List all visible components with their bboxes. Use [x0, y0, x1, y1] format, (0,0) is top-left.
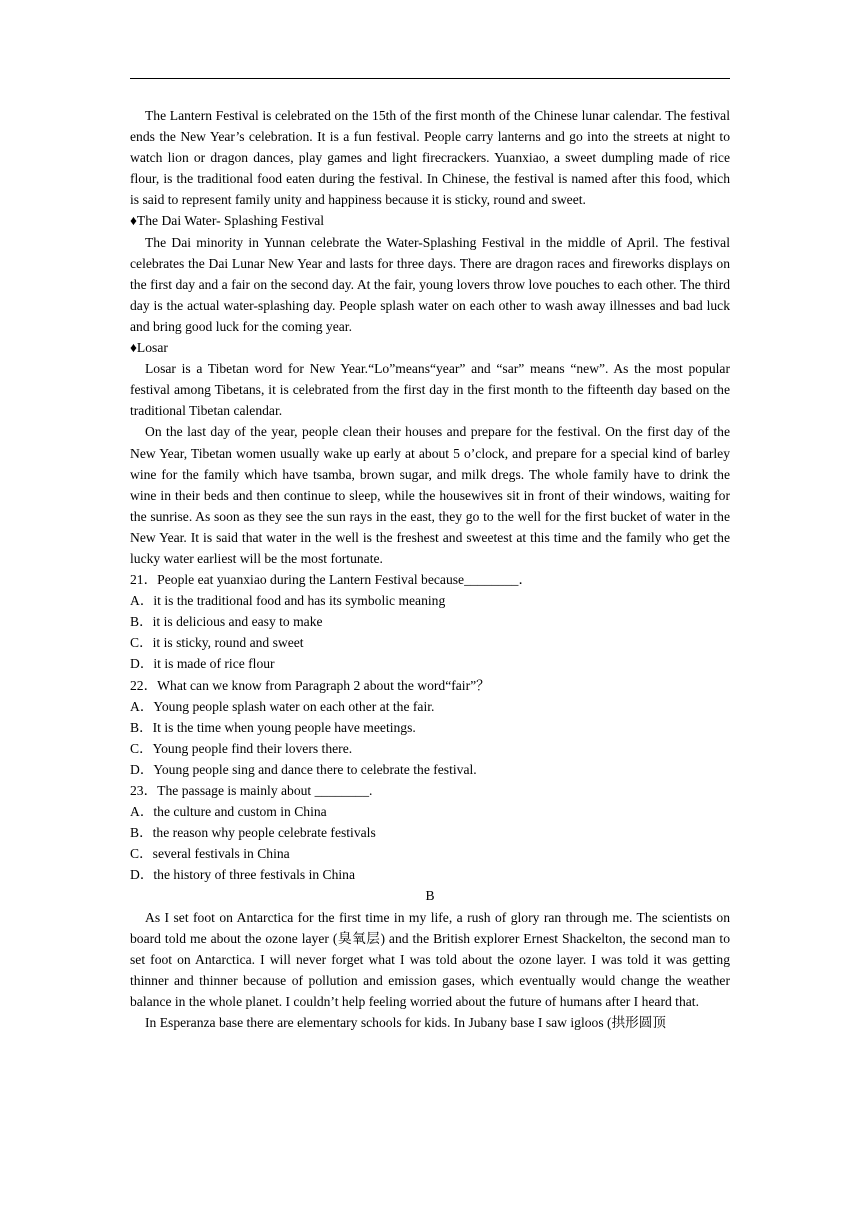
question-21-option-c: C．it is sticky, round and sweet	[130, 635, 304, 651]
question-22-option-a: A．Young people splash water on each other at the fair.	[130, 698, 435, 714]
question-23-option-d: D．the history of three festivals in China	[130, 867, 356, 883]
section-heading-dai: ♦The Dai Water- Splashing Festival	[130, 213, 325, 229]
passage-a-paragraph-2: The Dai minority in Yunnan celebrate the Water-Splashing Festival in the middle of April. The festival celebrates the Dai Lunar New Year and lasts for three days. There are dragon races and fireworks displays on the first day and a fair on the second day. At the fair, young lovers throw love pouches to each other. The third day is the actual water-splashing day. People splash water on each other to wash away illnesses and bad luck and bring good luck for the coming year.	[130, 234, 730, 334]
question-22-option-d: D．Young people sing and dance there to celebrate the festival.	[130, 761, 477, 777]
passage-b-title: B	[425, 888, 435, 904]
question-23-option-b: B．the reason why people celebrate festivals	[130, 825, 376, 841]
document-body	[130, 105, 730, 1033]
passage-b-paragraph-2: In Esperanza base there are elementary schools for kids. In Jubany base I saw igloos (拱形圆顶	[145, 1015, 666, 1031]
header-rule	[130, 78, 730, 79]
passage-b-paragraph-1: As I set foot on Antarctica for the first time in my life, a rush of glory ran through me. The scientists on board told me about the ozone layer (臭氧层) and the British explorer Ernest Shackelton, the second man to set foot on Antarctica. I will never forget what I was told about the ozone layer. I was told it was getting thinner and thinner because of pollution and emission gases, which eventually would change the weather balance in the whole planet. I couldn’t help feeling worried about the future of humans after I heard that.	[130, 909, 730, 1009]
question-23-option-c: C．several festivals in China	[130, 846, 290, 862]
question-21-option-a: A．it is the traditional food and has its symbolic meaning	[130, 593, 446, 609]
section-heading-losar: ♦Losar	[130, 340, 168, 356]
question-21-stem: 21．People eat yuanxiao during the Lantern Festival because________．	[130, 572, 533, 588]
question-21-option-b: B．it is delicious and easy to make	[130, 614, 323, 630]
question-22-option-b: B．It is the time when young people have meetings.	[130, 719, 416, 735]
passage-a-paragraph-3: Losar is a Tibetan word for New Year.“Lo”means“year” and “sar” means “new”. As the most popular festival among Tibetans, it is celebrated from the first day in the first month to the fifteenth day based on the traditional Tibetan calendar.	[130, 361, 730, 419]
question-22-stem: 22．What can we know from Paragraph 2 about the word“fair”？	[130, 677, 490, 693]
question-21-option-d: D．it is made of rice flour	[130, 656, 275, 672]
passage-a-paragraph-1: The Lantern Festival is celebrated on the 15th of the first month of the Chinese lunar calendar. The festival ends the New Year’s celebration. It is a fun festival. People carry lanterns and go into the streets at night to watch lion or dragon dances, play games and light firecrackers. Yuanxiao, a sweet dumpling made of rice flour, is the traditional food eaten during the festival. In Chinese, the festival is named after this food, which is said to represent family unity and happiness because it is sticky, round and sweet.	[130, 108, 730, 208]
question-23-option-a: A．the culture and custom in China	[130, 804, 327, 820]
passage-a-paragraph-4: On the last day of the year, people clean their houses and prepare for the festival. On the first day of the New Year, Tibetan women usually wake up early at about 5 o’clock, and prepare for a special kind of barley wine for the family which have tsamba, brown sugar, and milk dregs. The whole family have to drink the wine in their beds and then continue to sleep, while the housewives sit in front of their windows, waiting for the sunrise. As soon as they see the sun rays in the east, they go to the well for the first bucket of water in the New Year. It is said that water in the well is the freshest and sweetest at this time and the family who get the lucky water earliest will be the most fortunate.	[130, 424, 730, 566]
question-23-stem: 23．The passage is mainly about ________.	[130, 783, 373, 798]
question-22-option-c: C．Young people find their lovers there.	[130, 740, 353, 756]
